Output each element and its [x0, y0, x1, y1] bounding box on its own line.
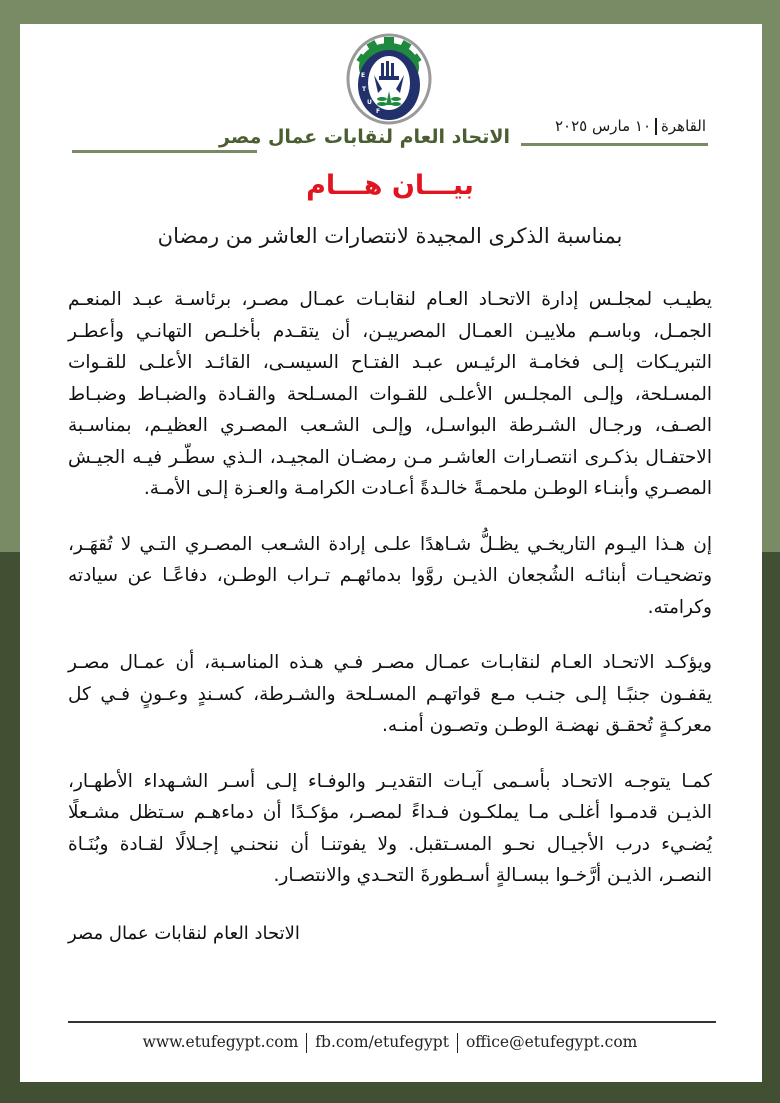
header-rule-left	[72, 150, 257, 153]
website-link[interactable]: www.etufegypt.com	[142, 1033, 299, 1051]
footer-rule	[68, 1021, 716, 1023]
paragraph: كمـا يتوجـه الاتحـاد بأسـمى آيـات التقديـر والوفـاء إلـى أسـر الشـهداء الأطهـار، الذيـن قدمـوا أغلـى مـا يملكـون فـداءً لمصـر، مؤكـدًا أن دماءهـم سـتظل مشـعلًا يُضـيء درب الأجيـال نحـو المسـتقبل. ولا يفوتنـا أن ننحنـي إجـلالًا لقـادة وبُنَـاة النصـر، الذيـن أرَّخـوا ببسـالةٍ أسـطورةَ التحـدي والانتصـار.	[68, 770, 712, 886]
statement-subtitle: بمناسبة الذكرى المجيدة لانتصارات العاشر من رمضان	[157, 224, 623, 248]
svg-text:T: T	[362, 86, 367, 93]
svg-text:F: F	[376, 108, 381, 115]
paragraph: إن هـذا اليـوم التاريخـي يظـلُّ شـاهدًا علـى إرادة الشـعب المصـري التـي لا تُقهَـر، وتضحيـات أبنائـه الشُجعان الذيـن روَّوا بدمائهـم تـراب الوطـن، دفاعًـا عن سيادته وكرامته.	[68, 533, 712, 618]
dateline-separator	[655, 118, 657, 135]
footer-separator	[306, 1033, 307, 1053]
svg-text:U: U	[367, 99, 372, 106]
paragraph: يطيـب لمجلـس إدارة الاتحـاد العـام لنقابـات عمـال مصـر، برئاسـة عبـد المنعـم الجمـل، وباسـم ملاييـن العمـال المصرييـن، أن يتقـدم بأخلـص التهانـي وأعطـر التبريـكات إلـى فخامـة الرئيـس عبـد الفتـاح السيسـى، القائـد الأعلـى للقـوات المسـلحة، وإلـى المجلـس الأعلـى للقـوات المسـلحة والقـادة والضبـاط وضبـاط الصـف، ورجـال الشـرطة البواسـل، وإلـى الشـعب المصـري العظيـم، بمناسـبة الاحتفـال بذكـرى انتصـارات العاشـر مـن رمضـان المجيـد، الـذي سطّـر فيـه الجيـش المصـري وأبنـاء الوطـن ملحمـةً خالـدةً أعـادت الكرامـة والعـزة إلـى الأمـة.	[68, 289, 712, 499]
date: ١٠ مارس ٢٠٢٥	[554, 117, 652, 135]
footer-separator	[457, 1033, 458, 1053]
footer-contacts	[0, 1033, 780, 1053]
etuf-logo-icon	[346, 33, 432, 125]
org-name-header: الاتحاد العام لنقابات عمال مصر	[219, 126, 510, 148]
header-rule-right	[521, 143, 708, 146]
paragraph: ويؤكـد الاتحـاد العـام لنقابـات عمـال مصـر فـي هـذه المناسـبة، أن عمـال مصـر يقفـون جنبًـا إلـى جنـب مـع قواتهـم المسـلحة والشـرطة، كسـندٍ وعـونٍ فـي كل معركـةٍ تُحقـق نهضـة الوطـن وتصـون أمنـه.	[68, 652, 712, 736]
facebook-link[interactable]: fb.com/etufegypt	[315, 1033, 449, 1051]
statement-title: بيـــان هـــام	[306, 170, 474, 201]
statement-body	[68, 284, 712, 916]
dateline	[530, 117, 706, 135]
signature-text: الاتحاد العام لنقابات عمال مصر	[68, 923, 300, 944]
email-link[interactable]: office@etufegypt.com	[465, 1033, 638, 1051]
signature	[68, 923, 712, 944]
svg-text:E: E	[361, 72, 366, 79]
city: القاهرة	[661, 117, 706, 135]
